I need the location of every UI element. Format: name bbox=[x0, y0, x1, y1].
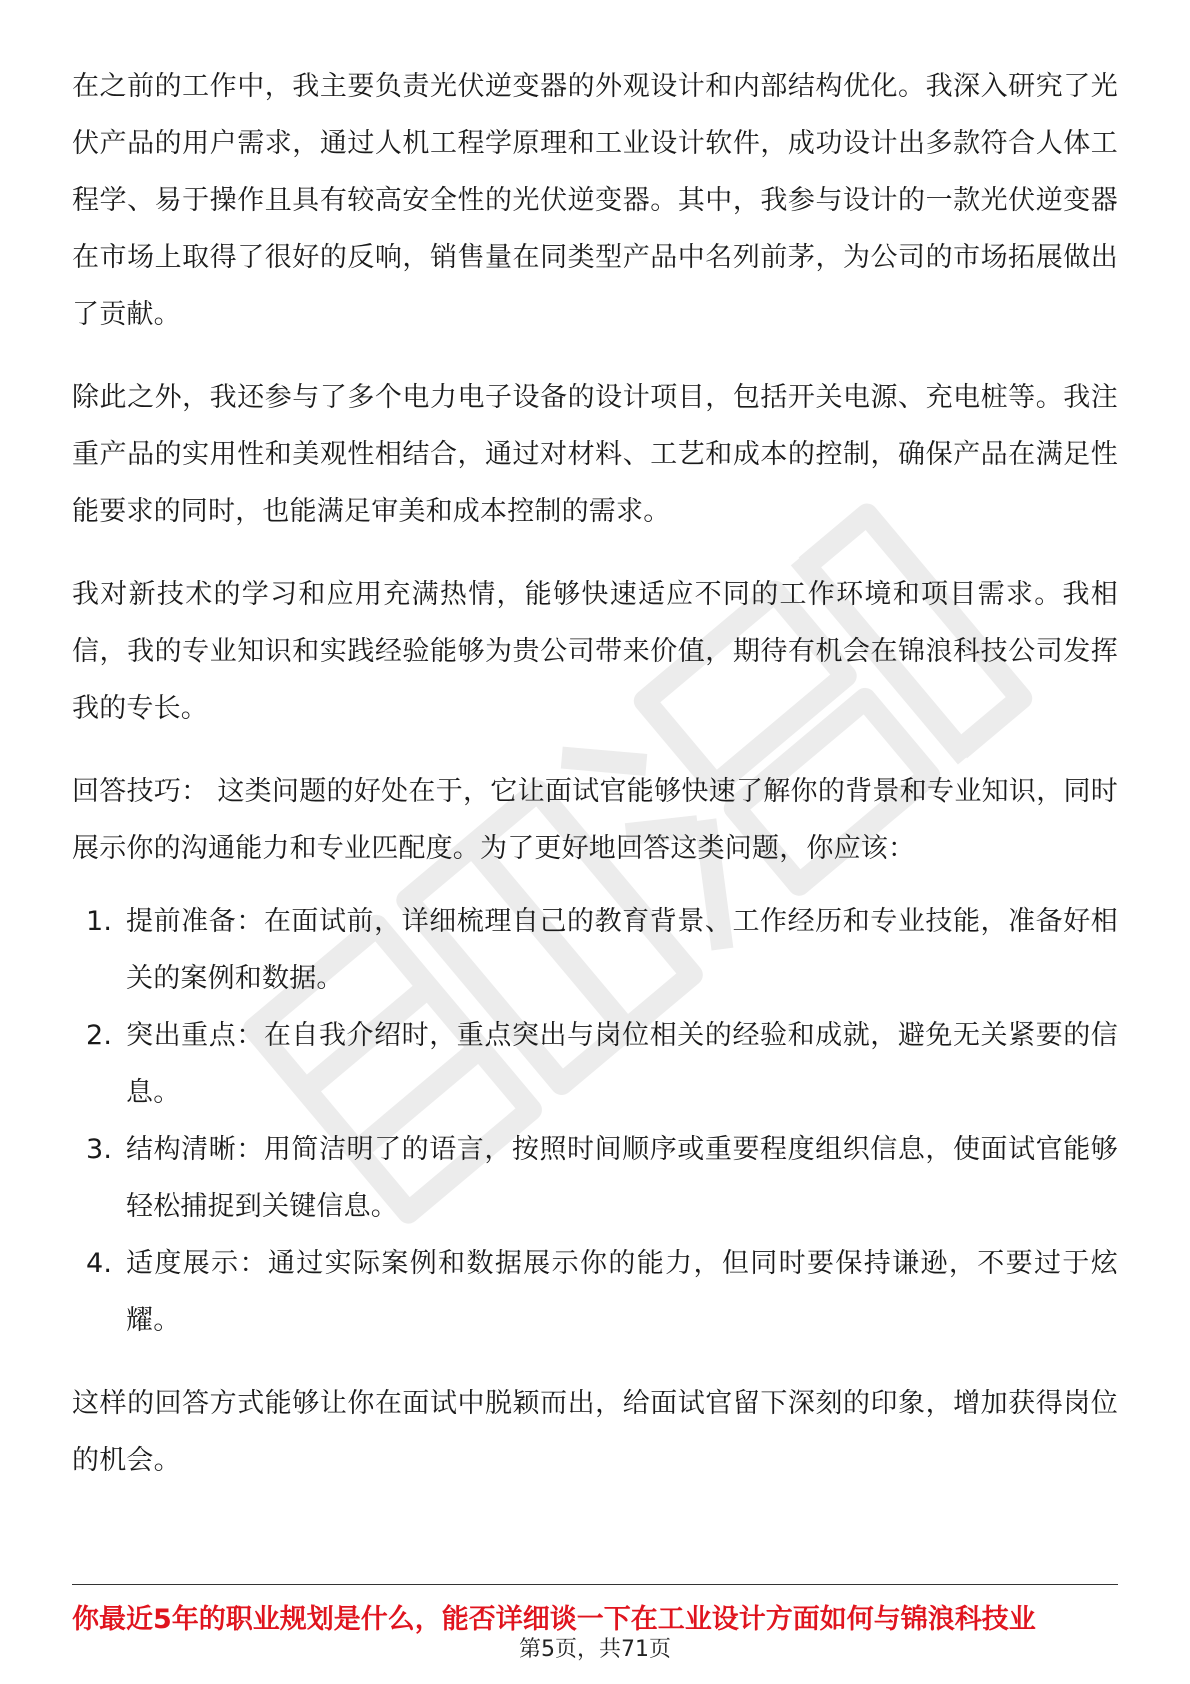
paragraph-closing: 这样的回答方式能够让你在面试中脱颖而出，给面试官留下深刻的印象，增加获得岗位的机会。 bbox=[72, 1388, 1118, 1476]
list-item-text: 结构清晰：用简洁明了的语言，按照时间顺序或重要程度组织信息，使面试官能够轻松捕捉到关键信息。 bbox=[126, 1134, 1118, 1222]
page-number: 第5页，共71页 bbox=[519, 1637, 671, 1662]
paragraph-learning-attitude: 我对新技术的学习和应用充满热情，能够快速适应不同的工作环境和项目需求。我相信，我的专业知识和实践经验能够为贵公司带来价值，期待有机会在锦浪科技公司发挥我的专长。 bbox=[72, 579, 1118, 724]
paragraph-other-projects: 除此之外，我还参与了多个电力电子设备的设计项目，包括开关电源、充电桩等。我注重产品的实用性和美观性相结合，通过对材料、工艺和成本的控制，确保产品在满足性能要求的同时，也能满足审美和成本控制的需求。 bbox=[72, 382, 1118, 527]
main-content bbox=[72, 58, 1118, 1515]
list-item-text: 适度展示：通过实际案例和数据展示你的能力，但同时要保持谦逊，不要过于炫耀。 bbox=[126, 1248, 1118, 1336]
tips-list bbox=[72, 893, 1118, 1349]
list-item-text: 突出重点：在自我介绍时，重点突出与岗位相关的经验和成就，避免无关紧要的信息。 bbox=[126, 1020, 1118, 1108]
list-item bbox=[72, 1235, 1118, 1349]
list-item bbox=[72, 1007, 1118, 1121]
list-item-number: 3. bbox=[86, 1134, 113, 1165]
tips-intro: 回答技巧： 这类问题的好处在于，它让面试官能够快速了解你的背景和专业知识，同时展示你的沟通能力和专业匹配度。为了更好地回答这类问题，你应该： bbox=[72, 776, 1118, 864]
paragraph-work-experience: 在之前的工作中，我主要负责光伏逆变器的外观设计和内部结构优化。我深入研究了光伏产品的用户需求，通过人机工程学原理和工业设计软件，成功设计出多款符合人体工程学、易于操作且具有较高安全性的光伏逆变器。其中，我参与设计的一款光伏逆变器在市场上取得了很好的反响，销售量在同类型产品中名列前茅，为公司的市场拓展做出了贡献。 bbox=[72, 71, 1118, 330]
list-item bbox=[72, 1121, 1118, 1235]
list-item bbox=[72, 893, 1118, 1007]
list-item-number: 1. bbox=[86, 906, 113, 937]
section-divider bbox=[72, 1584, 1118, 1585]
next-question-heading: 你最近5年的职业规划是什么，能否详细谈一下在工业设计方面如何与锦浪科技业 bbox=[72, 1604, 1036, 1635]
list-item-number: 4. bbox=[86, 1248, 113, 1279]
list-item-number: 2. bbox=[86, 1020, 113, 1051]
list-item-text: 提前准备：在面试前，详细梳理自己的教育背景、工作经历和专业技能，准备好相关的案例和数据。 bbox=[126, 906, 1118, 994]
